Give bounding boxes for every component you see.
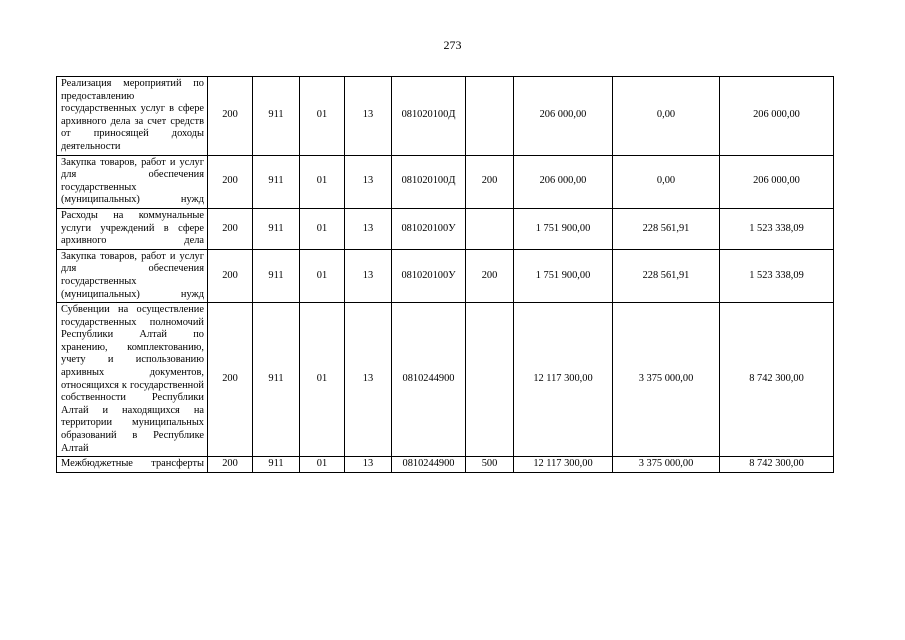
code-1: 200: [208, 303, 253, 457]
sum-2: 3 375 000,00: [613, 303, 720, 457]
code-4: 13: [345, 155, 392, 208]
expense-name: Межбюджетные трансферты: [57, 457, 208, 473]
sum-3: 1 523 338,09: [720, 249, 834, 302]
code-2: 911: [253, 303, 300, 457]
sum-1: 206 000,00: [514, 77, 613, 156]
code-1: 200: [208, 208, 253, 249]
code-3: 01: [300, 249, 345, 302]
code-6: 200: [466, 155, 514, 208]
code-2: 911: [253, 249, 300, 302]
code-4: 13: [345, 208, 392, 249]
expense-name: Закупка товаров, работ и услуг для обеспечения государственных (муниципальных) нужд: [57, 155, 208, 208]
sum-2: 3 375 000,00: [613, 457, 720, 473]
code-3: 01: [300, 155, 345, 208]
code-6: 500: [466, 457, 514, 473]
table-row: [57, 155, 834, 208]
sum-1: 12 117 300,00: [514, 457, 613, 473]
code-3: 01: [300, 303, 345, 457]
code-6: [466, 303, 514, 457]
sum-2: 228 561,91: [613, 249, 720, 302]
code-5: 081020100Д: [392, 155, 466, 208]
page-number: 273: [443, 38, 462, 52]
table-row: [57, 457, 834, 473]
code-2: 911: [253, 457, 300, 473]
code-2: 911: [253, 77, 300, 156]
budget-table: [56, 76, 834, 473]
table-row: [57, 77, 834, 156]
code-5: 081020100У: [392, 208, 466, 249]
code-6: 200: [466, 249, 514, 302]
code-5: 081020100Д: [392, 77, 466, 156]
code-1: 200: [208, 249, 253, 302]
code-3: 01: [300, 77, 345, 156]
code-5: 0810244900: [392, 457, 466, 473]
sum-1: 206 000,00: [514, 155, 613, 208]
code-6: [466, 208, 514, 249]
table-row: [57, 303, 834, 457]
code-1: 200: [208, 77, 253, 156]
code-4: 13: [345, 249, 392, 302]
sum-3: 8 742 300,00: [720, 457, 834, 473]
code-1: 200: [208, 155, 253, 208]
code-2: 911: [253, 155, 300, 208]
expense-name: Расходы на коммунальные услуги учреждений в сфере архивного дела: [57, 208, 208, 249]
sum-1: 12 117 300,00: [514, 303, 613, 457]
sum-3: 206 000,00: [720, 77, 834, 156]
sum-2: 0,00: [613, 77, 720, 156]
code-6: [466, 77, 514, 156]
sum-1: 1 751 900,00: [514, 208, 613, 249]
expense-name: Реализация мероприятий по предоставлению государственных услуг в сфере архивного дела за счет средств от приносящей доходы деятельности: [57, 77, 208, 156]
code-3: 01: [300, 208, 345, 249]
expense-name: Субвенции на осуществление государственных полномочий Республики Алтай по хранению, комплектованию, учету и использованию архивных документов, относящихся к государственной собственности Республики Алтай и находящихся на территории муниципальных образований в Республике Алтай: [57, 303, 208, 457]
code-4: 13: [345, 457, 392, 473]
code-5: 0810244900: [392, 303, 466, 457]
sum-3: 206 000,00: [720, 155, 834, 208]
table-row: [57, 249, 834, 302]
sum-1: 1 751 900,00: [514, 249, 613, 302]
code-2: 911: [253, 208, 300, 249]
sum-2: 0,00: [613, 155, 720, 208]
code-4: 13: [345, 303, 392, 457]
code-3: 01: [300, 457, 345, 473]
sum-2: 228 561,91: [613, 208, 720, 249]
expense-name: Закупка товаров, работ и услуг для обеспечения государственных (муниципальных) нужд: [57, 249, 208, 302]
code-5: 081020100У: [392, 249, 466, 302]
sum-3: 1 523 338,09: [720, 208, 834, 249]
table-row: [57, 208, 834, 249]
code-4: 13: [345, 77, 392, 156]
code-1: 200: [208, 457, 253, 473]
sum-3: 8 742 300,00: [720, 303, 834, 457]
